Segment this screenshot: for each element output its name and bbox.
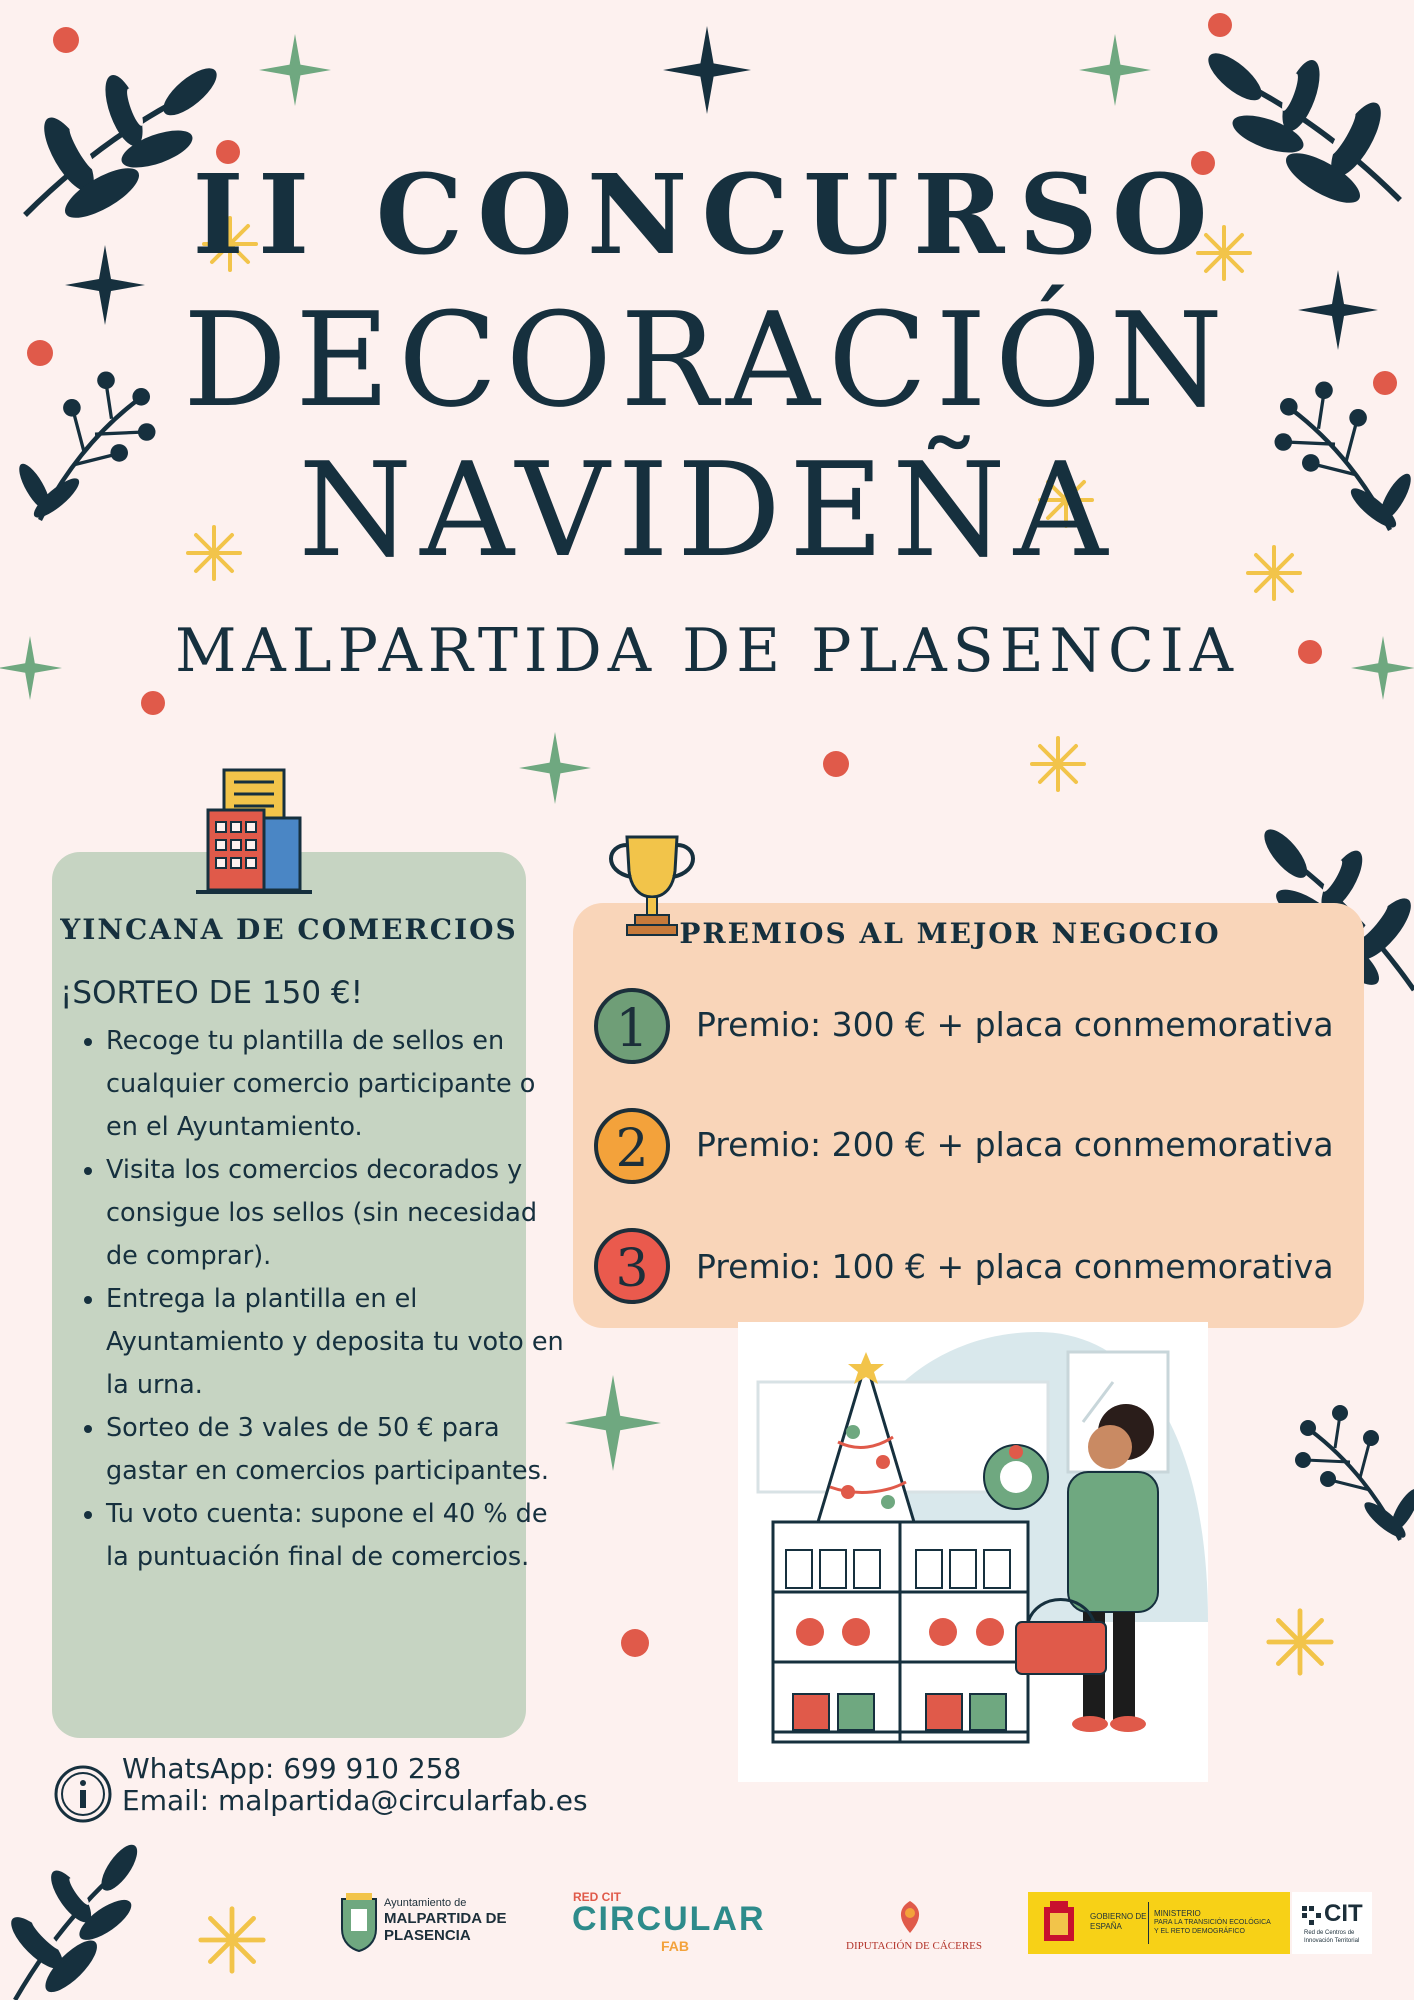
ayuntamiento-label: Ayuntamiento de: [384, 1897, 467, 1909]
cit-grid-icon: [1302, 1906, 1322, 1926]
location-title: MALPARTIDA DE PLASENCIA: [174, 616, 1239, 686]
shops-building-icon: [194, 768, 314, 898]
leaf-sprig-bottom-left: [0, 1836, 175, 2000]
berry-sprig-right-lower: [1295, 1405, 1414, 1543]
red-cit-label: RED CIT: [573, 1890, 621, 1904]
contest-edition-title: II CONCURSO: [192, 150, 1222, 279]
ministerio-label-2: PARA LA TRANSICIÓN ECOLÓGICA: [1154, 1919, 1271, 1926]
cit-sub-label-2: Innovación Territorial: [1304, 1938, 1360, 1944]
list-item: • Sorteo de 3 vales de 50 € para gastar en comercios participantes.: [106, 1407, 566, 1493]
ministerio-label-1: MINISTERIO: [1154, 1909, 1201, 1918]
diputacion-label: DIPUTACIÓN DE CÁCERES: [846, 1940, 983, 1952]
list-item: • Visita los comercios decorados y consigue los sellos (sin necesidad de comprar).: [106, 1149, 566, 1278]
prize-2-text: Premio: 200 € + placa conmemorativa: [696, 1125, 1334, 1164]
cit-sub-label-1: Red de Centros de: [1304, 1930, 1355, 1936]
logo-divider: [1148, 1902, 1149, 1944]
christmas-shop-illustration: [738, 1322, 1208, 1782]
contest-title-line-1: DECORACIÓN: [182, 284, 1232, 436]
list-item: • Tu voto cuenta: supone el 40 % de la puntuación final de comercios.: [106, 1493, 566, 1579]
prize-rank-1-badge: 1: [594, 988, 670, 1064]
prizes-heading: PREMIOS AL MEJOR NEGOCIO: [679, 917, 1221, 950]
gobierno-label: GOBIERNO DE ESPAÑA: [1090, 1912, 1147, 1931]
list-item: • Recoge tu plantilla de sellos en cualquier comercio participante o en el Ayuntamiento.: [106, 1020, 566, 1149]
spain-coat-of-arms: [1036, 1897, 1082, 1949]
fab-logo-text: FAB: [661, 1938, 689, 1954]
yincana-heading: YINCANA DE COMERCIOS: [60, 913, 518, 946]
diputacion-logo: [890, 1897, 930, 1937]
ayuntamiento-name-line-2: PLASENCIA: [384, 1927, 471, 1944]
info-icon: [52, 1763, 114, 1825]
list-item: • Entrega la plantilla en el Ayuntamiento y deposita tu voto en la urna.: [106, 1278, 566, 1407]
prize-rank-3-badge: 3: [594, 1228, 670, 1304]
circular-logo-text: CIRCULAR: [572, 1900, 766, 1938]
email-contact: Email: malpartida@circularfab.es: [122, 1784, 588, 1817]
prize-3-text: Premio: 100 € + placa conmemorativa: [696, 1247, 1334, 1286]
ministerio-label-3: Y EL RETO DEMOGRÁFICO: [1154, 1928, 1245, 1935]
whatsapp-contact: WhatsApp: 699 910 258: [122, 1752, 462, 1785]
contest-title-line-2: NAVIDEÑA: [298, 434, 1116, 586]
cit-logo-text: CIT: [1324, 1900, 1363, 1927]
prize-1-text: Premio: 300 € + placa conmemorativa: [696, 1005, 1334, 1044]
prize-rank-2-badge: 2: [594, 1108, 670, 1184]
ayuntamiento-crest-logo: [338, 1893, 380, 1953]
yincana-steps-list: [72, 1020, 566, 1579]
raffle-heading: ¡SORTEO DE 150 €!: [60, 975, 364, 1011]
ayuntamiento-name-line-1: MALPARTIDA DE: [384, 1910, 507, 1927]
